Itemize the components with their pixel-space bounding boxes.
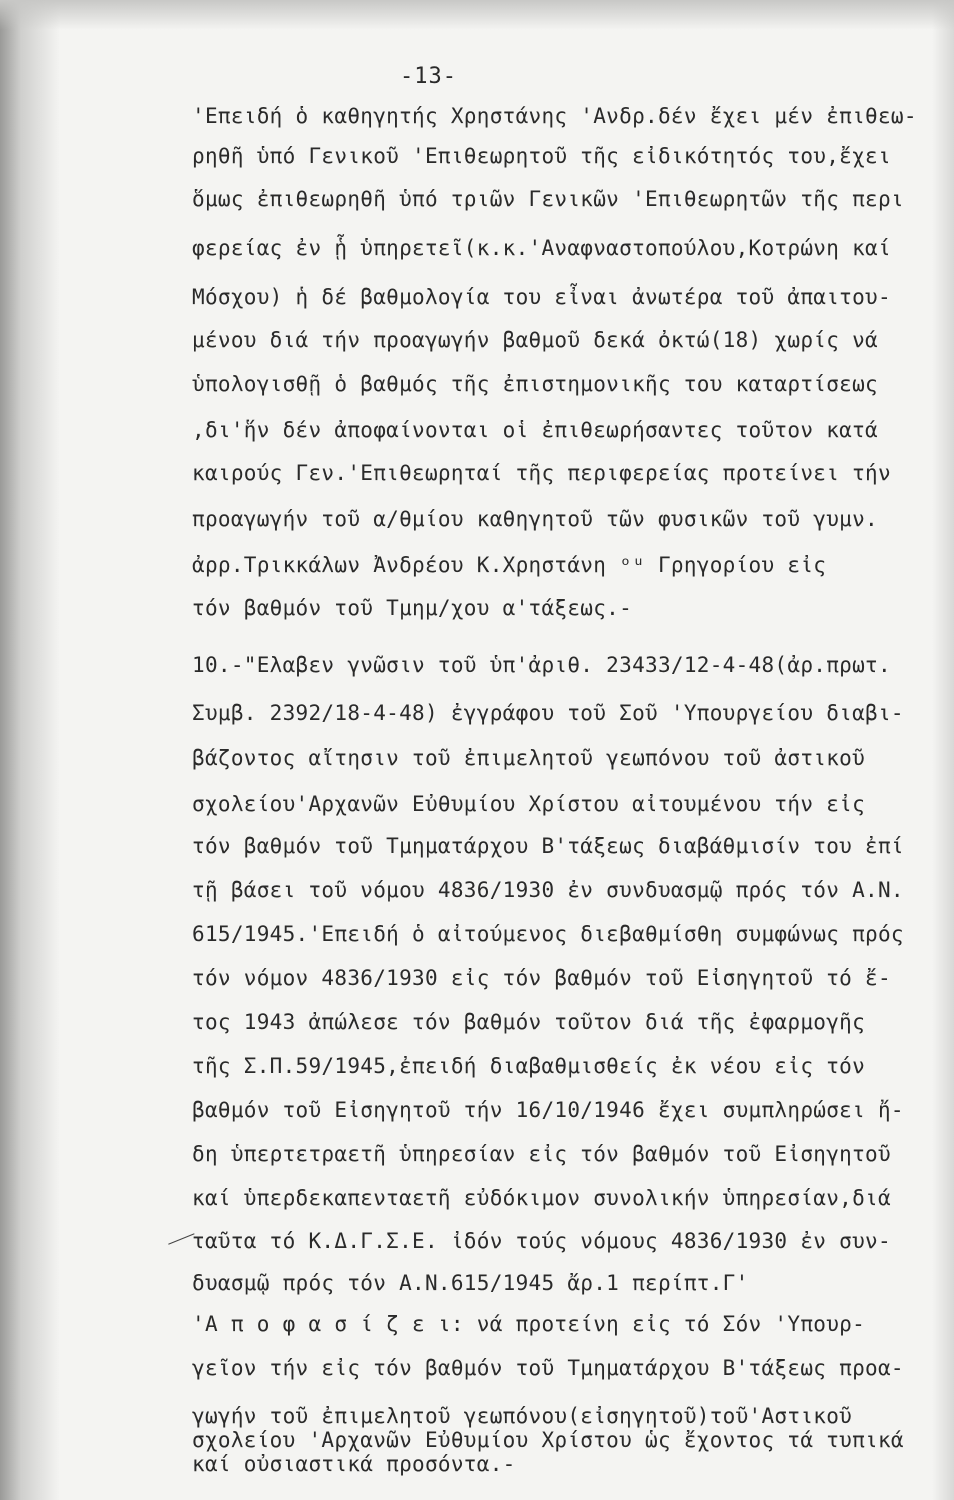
text-line: φερείας ἐν ᾗ ὑπηρετεῖ(κ.κ.'Αναφναστοπούλου,Κοτρώνη καί [192,236,891,260]
text-line: Συμβ. 2392/18-4-48) ἐγγράφου τοῦ Σοῦ 'Υπουργείου διαβι- [192,701,904,725]
text-line: τῇ βάσει τοῦ νόμου 4836/1930 ἐν συνδυασμῷ πρός τόν Α.Ν. [192,878,904,902]
page-number: -13- [400,64,457,89]
text-line: δυασμῷ πρός τόν Α.Ν.615/1945 ἄρ.1 περίπτ.Γ' [192,1271,749,1295]
text-line: καιρούς Γεν.'Επιθεωρηταί τῆς περιφερείας προτείνει τήν [192,461,891,485]
text-line: ρηθῆ ὑπό Γενικοῦ 'Επιθεωρητοῦ τῆς εἰδικότητός του,ἔχει [192,144,891,168]
text-line: 615/1945.'Επειδή ὁ αἰτούμενος διεβαθμίσθη συμφώνως πρός [192,922,904,946]
page-edge-shadow-right [932,0,954,1500]
text-line: δη ὑπερτετραετῆ ὑπηρεσίαν εἰς τόν βαθμόν τοῦ Εἰσηγητοῦ [192,1142,891,1166]
page-edge-shadow-top [0,0,954,30]
text-line: 10.-"Ελαβεν γνῶσιν τοῦ ὑπ'ἀριθ. 23433/12-4-48(ἀρ.πρωτ. [192,653,891,677]
text-line: Μόσχου) ἡ δέ βαθμολογία του εἶναι ἀνωτέρα τοῦ ἀπαιτου- [192,285,891,309]
text-line: ἀρρ.Τρικκάλων Ἀνδρέου Κ.Χρηστάνη ᵒᵘ Γρηγορίου εἰς [192,553,827,577]
text-line: προαγωγήν τοῦ α/θμίου καθηγητοῦ τῶν φυσικῶν τοῦ γυμν. [192,507,878,531]
page-edge-shadow-left [0,0,60,1500]
text-line: ὅμως ἐπιθεωρηθῆ ὑπό τριῶν Γενικῶν 'Επιθεωρητῶν τῆς περι [192,187,904,211]
text-line: γεῖον τήν εἰς τόν βαθμόν τοῦ Τμηματάρχου Β'τάξεως προα- [192,1356,904,1380]
text-line: ,δι'ἥν δέν ἀποφαίνονται οἱ ἐπιθεωρήσαντες τοῦτον κατά [192,418,878,442]
text-line: γωγήν τοῦ ἐπιμελητοῦ γεωπόνου(εἰσηγητοῦ)τοῦ'Αστικοῦ [192,1404,853,1428]
text-line: σχολείου 'Αρχανῶν Εὐθυμίου Χρίστου ὡς ἔχοντος τά τυπικά [192,1428,904,1452]
text-line: βάζοντος αἴτησιν τοῦ ἐπιμελητοῦ γεωπόνου τοῦ ἀστικοῦ [192,746,866,770]
text-line: μένου διά τήν προαγωγήν βαθμοῦ δεκά ὀκτώ(18) χωρίς νά [192,328,878,352]
text-line: ὑπολογισθῇ ὁ βαθμός τῆς ἐπιστημονικῆς του καταρτίσεως [192,372,878,396]
text-line: τόν βαθμόν τοῦ Τμημ/χου α'τάξεως.- [192,596,633,620]
text-line: σχολείου'Αρχανῶν Εὐθυμίου Χρίστου αἰτουμένου τήν εἰς [192,792,866,816]
text-line: τόν νόμον 4836/1930 εἰς τόν βαθμόν τοῦ Εἰσηγητοῦ τό ἔ- [192,966,891,990]
text-line: καί ὑπερδεκαπενταετῆ εὐδόκιμον συνολικήν ὑπηρεσίαν,διά [192,1186,891,1210]
text-line: ταῦτα τό Κ.Δ.Γ.Σ.Ε. ἰδόν τούς νόμους 4836/1930 ἐν συν- [192,1229,891,1253]
margin-pen-mark [168,1233,200,1257]
text-line: 'Επειδή ὁ καθηγητής Χρηστάνης 'Ανδρ.δέν ἔχει μέν ἐπιθεω- [192,104,917,128]
text-line: 'Α π ο φ α σ ί ζ ε ι: νά προτείνη εἰς τό Σόν 'Υπουρ- [192,1312,866,1336]
text-line: τος 1943 ἀπώλεσε τόν βαθμόν τοῦτον διά τῆς ἐφαρμογῆς [192,1010,866,1034]
text-line: τόν βαθμόν τοῦ Τμηματάρχου Β'τάξεως διαβάθμισίν του ἐπί [192,834,904,858]
text-line: τῆς Σ.Π.59/1945,ἐπειδή διαβαθμισθείς ἐκ νέου εἰς τόν [192,1054,866,1078]
text-line: καί οὐσιαστικά προσόντα.- [192,1452,516,1476]
text-line: βαθμόν τοῦ Εἰσηγητοῦ τήν 16/10/1946 ἔχει συμπληρώσει ἤ- [192,1098,904,1122]
